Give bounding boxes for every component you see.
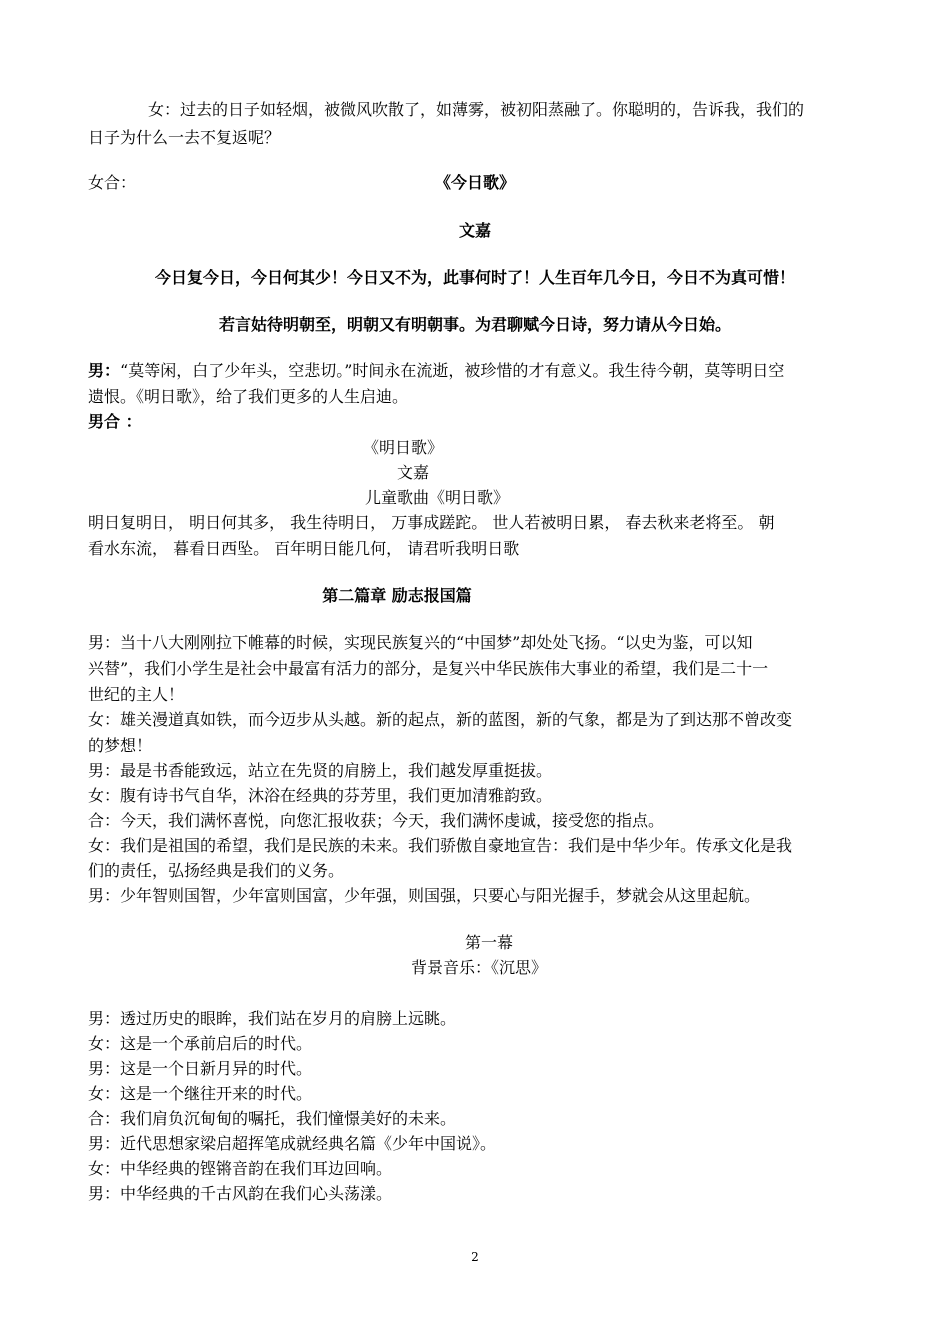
- act1-line: 女：这是一个承前启后的时代。: [88, 1034, 313, 1053]
- male1-text-1: “莫等闲，白了少年头，空悲切。”时间永在流逝，被珍惜的才有意义。我生待今朝，莫等明日空: [120, 361, 785, 380]
- chapter2-line: 的梦想！: [88, 736, 153, 755]
- act1-line: 合：我们肩负沉甸甸的嘱托，我们憧憬美好的未来。: [88, 1109, 457, 1128]
- act1-line: 女：这是一个继往开来的时代。: [88, 1084, 313, 1103]
- act1-line: 男：这是一个日新月异的时代。: [88, 1059, 313, 1078]
- intro-line-2: 日子为什么一去不复返呢？: [88, 128, 281, 147]
- act1-line: 男：中华经典的千古风韵在我们心头荡漾。: [88, 1184, 393, 1203]
- chapter2-heading: 第二篇章 励志报国篇: [322, 586, 472, 605]
- poem2-line-1: 明日复明日， 明日何其多， 我生待明日， 万事成蹉跎。 世人若被明日累， 春去秋来老将至。 朝: [88, 513, 775, 532]
- chapter2-line: 男：少年智则国智，少年富则国富，少年强，则国强，只要心与阳光握手，梦就会从这里起航。: [88, 886, 761, 905]
- page-number: 2: [471, 1250, 479, 1264]
- act1-music: 背景音乐：《沉思》: [410, 958, 547, 977]
- act1-line: 男：透过历史的眼眸，我们站在岁月的肩膀上远眺。: [88, 1009, 457, 1028]
- chapter2-line: 世纪的主人！: [88, 685, 185, 704]
- male1-line-2: 遗恨。《明日歌》，给了我们更多的人生启迪。: [88, 387, 409, 406]
- poem2-line-2: 看水东流， 暮看日西坠。 百年明日能几何， 请君听我明日歌: [88, 539, 520, 558]
- poem2-song: 儿童歌曲《明日歌》: [364, 488, 509, 507]
- chapter2-line: 女：我们是祖国的希望，我们是民族的未来。我们骄傲自豪地宣告：我们是中华少年。传承文化是我: [88, 836, 793, 855]
- chapter2-line: 合：今天，我们满怀喜悦，向您汇报收获；今天，我们满怀虔诚，接受您的指点。: [88, 811, 665, 830]
- chapter2-line: 女：雄关漫道真如铁，而今迈步从头越。新的起点，新的蓝图，新的气象，都是为了到达那不曾改变: [88, 710, 793, 729]
- male1-speaker: 男：: [88, 361, 121, 380]
- poem1-author: 文嘉: [458, 221, 491, 240]
- male1-line-1: [88, 360, 784, 382]
- poem1-line-2: 若言姑待明朝至，明朝又有明朝事。为君聊赋今日诗，努力请从今日始。: [218, 315, 731, 334]
- act1-line: 女：中华经典的铿锵音韵在我们耳边回响。: [88, 1159, 393, 1178]
- intro-line-1: 女：过去的日子如轻烟，被微风吹散了，如薄雾，被初阳蒸融了。你聪明的，告诉我，我们的: [148, 100, 805, 119]
- poem1-speaker: 女合：: [88, 173, 137, 192]
- poem1-title: 《今日歌》: [434, 173, 515, 192]
- chapter2-line: 们的责任，弘扬经典是我们的义务。: [88, 861, 345, 880]
- act1-title: 第一幕: [464, 933, 513, 952]
- poem2-title: 《明日歌》: [362, 438, 443, 457]
- chapter2-line: 女：腹有诗书气自华，沐浴在经典的芬芳里，我们更加清雅韵致。: [88, 786, 553, 805]
- chapter2-line: 男：最是书香能致远，站立在先贤的肩膀上，我们越发厚重挺拔。: [88, 761, 553, 780]
- act1-line: 男：近代思想家梁启超挥笔成就经典名篇《少年中国说》。: [88, 1134, 497, 1153]
- poem1-line-1: 今日复今日，今日何其少！今日又不为，此事何时了！人生百年几今日，今日不为真可惜！: [154, 268, 795, 287]
- male-chorus-label: 男合 ：: [88, 412, 142, 431]
- poem2-author: 文嘉: [396, 463, 429, 482]
- chapter2-line: 兴替”，我们小学生是社会中最富有活力的部分，是复兴中华民族伟大事业的希望，我们是二十一: [88, 659, 769, 678]
- chapter2-line: 男：当十八大刚刚拉下帷幕的时候，实现民族复兴的“中国梦”却处处飞扬。“以史为鉴，可以知: [88, 633, 753, 652]
